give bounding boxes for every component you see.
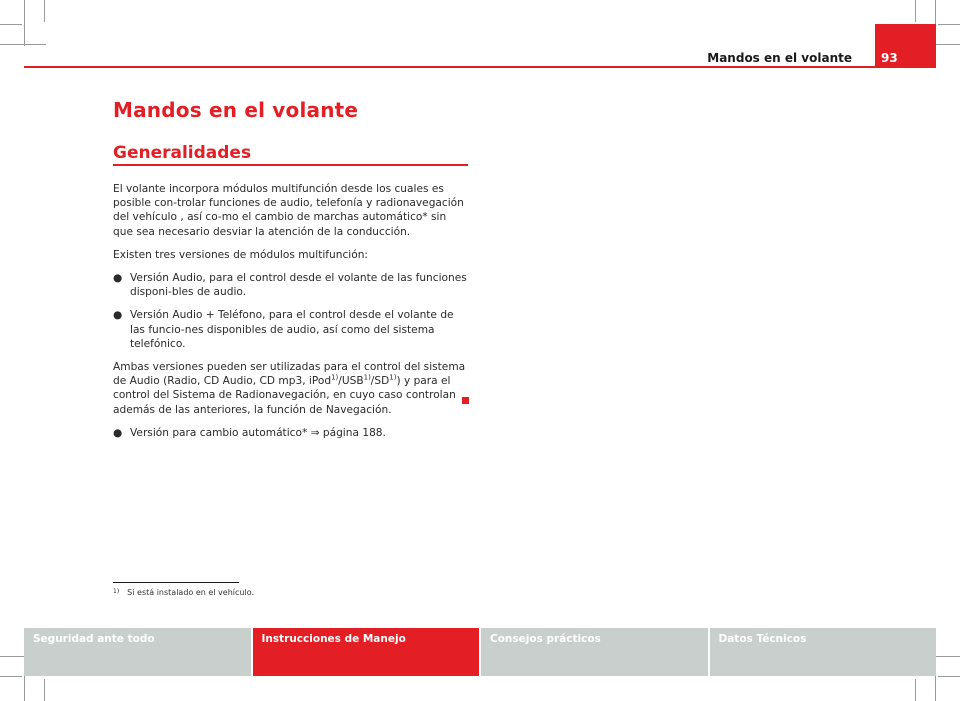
page-number: 93: [875, 24, 936, 68]
tab-instrucciones[interactable]: Instrucciones de Manejo: [253, 628, 480, 676]
tab-seguridad[interactable]: Seguridad ante todo: [24, 628, 251, 676]
list-item-text: Versión Audio, para el control desde el volante de las funciones disponi-bles de audio.: [130, 272, 467, 299]
crop-mark: [0, 44, 46, 45]
paragraph-text: Ambas versiones pueden ser utilizadas para el control del sistema de Audio (Radio, CD Audio, CD mp3, iPod: [113, 361, 466, 388]
crop-mark: [0, 24, 22, 25]
paragraph-text: /SD: [370, 375, 390, 388]
section-title: Generalidades: [113, 143, 252, 163]
chapter-title: Mandos en el volante: [113, 98, 359, 122]
bullet-icon: ●: [113, 272, 123, 285]
crop-mark: [0, 676, 22, 677]
footnote-ref[interactable]: 1): [363, 373, 371, 382]
list-item: [113, 426, 468, 440]
bullet-icon: ●: [113, 309, 123, 322]
systems-paragraph: [113, 360, 468, 417]
crop-mark: [44, 0, 45, 22]
intro-paragraph: El volante incorpora módulos multifunción desde los cuales es posible con-trolar funciones de audio, telefonía y radionavegación del vehículo , así co-mo el cambio de marchas automático* sin que sea necesario desviar la atención de la conducción.: [113, 183, 464, 238]
footnote: [113, 588, 254, 597]
footnote-ref[interactable]: 1): [389, 373, 397, 382]
versions-intro: Existen tres versiones de módulos multifunción:: [113, 248, 368, 261]
tab-datos[interactable]: Datos Técnicos: [710, 628, 937, 676]
section-rule: [113, 164, 468, 166]
footnote-rule: [113, 582, 239, 583]
bullet-icon: ●: [113, 426, 123, 439]
paragraph-text: /USB: [338, 375, 364, 388]
paragraph-text: ) y para el control del Sistema de Radionavegación, en cuyo caso controlan además de las anteriores, la función de Navegación.: [113, 375, 456, 416]
header-rule: [24, 66, 936, 68]
footnote-text: Si está instalado en el vehículo.: [127, 588, 254, 597]
page-link[interactable]: Versión para cambio automático* ⇒ página 188.: [130, 426, 386, 439]
crop-mark: [915, 0, 916, 22]
section-end-icon: [462, 397, 469, 404]
crop-mark: [938, 24, 960, 25]
list-item-text: Versión Audio + Teléfono, para el control desde el volante de las funcio-nes disponibles de audio, así como del sistema telefónico.: [130, 309, 454, 350]
footnote-marker: 1): [113, 588, 120, 595]
body-text: [113, 182, 468, 449]
crop-mark: [24, 0, 25, 46]
crop-mark: [915, 679, 916, 701]
running-header-title: Mandos en el volante: [707, 51, 852, 65]
tab-consejos[interactable]: Consejos prácticos: [481, 628, 708, 676]
crop-mark: [44, 679, 45, 701]
list-item: [113, 308, 468, 351]
footnote-ref[interactable]: 1): [331, 373, 339, 382]
section-tabs: [24, 628, 936, 676]
list-item: [113, 271, 468, 299]
crop-mark: [938, 676, 960, 677]
